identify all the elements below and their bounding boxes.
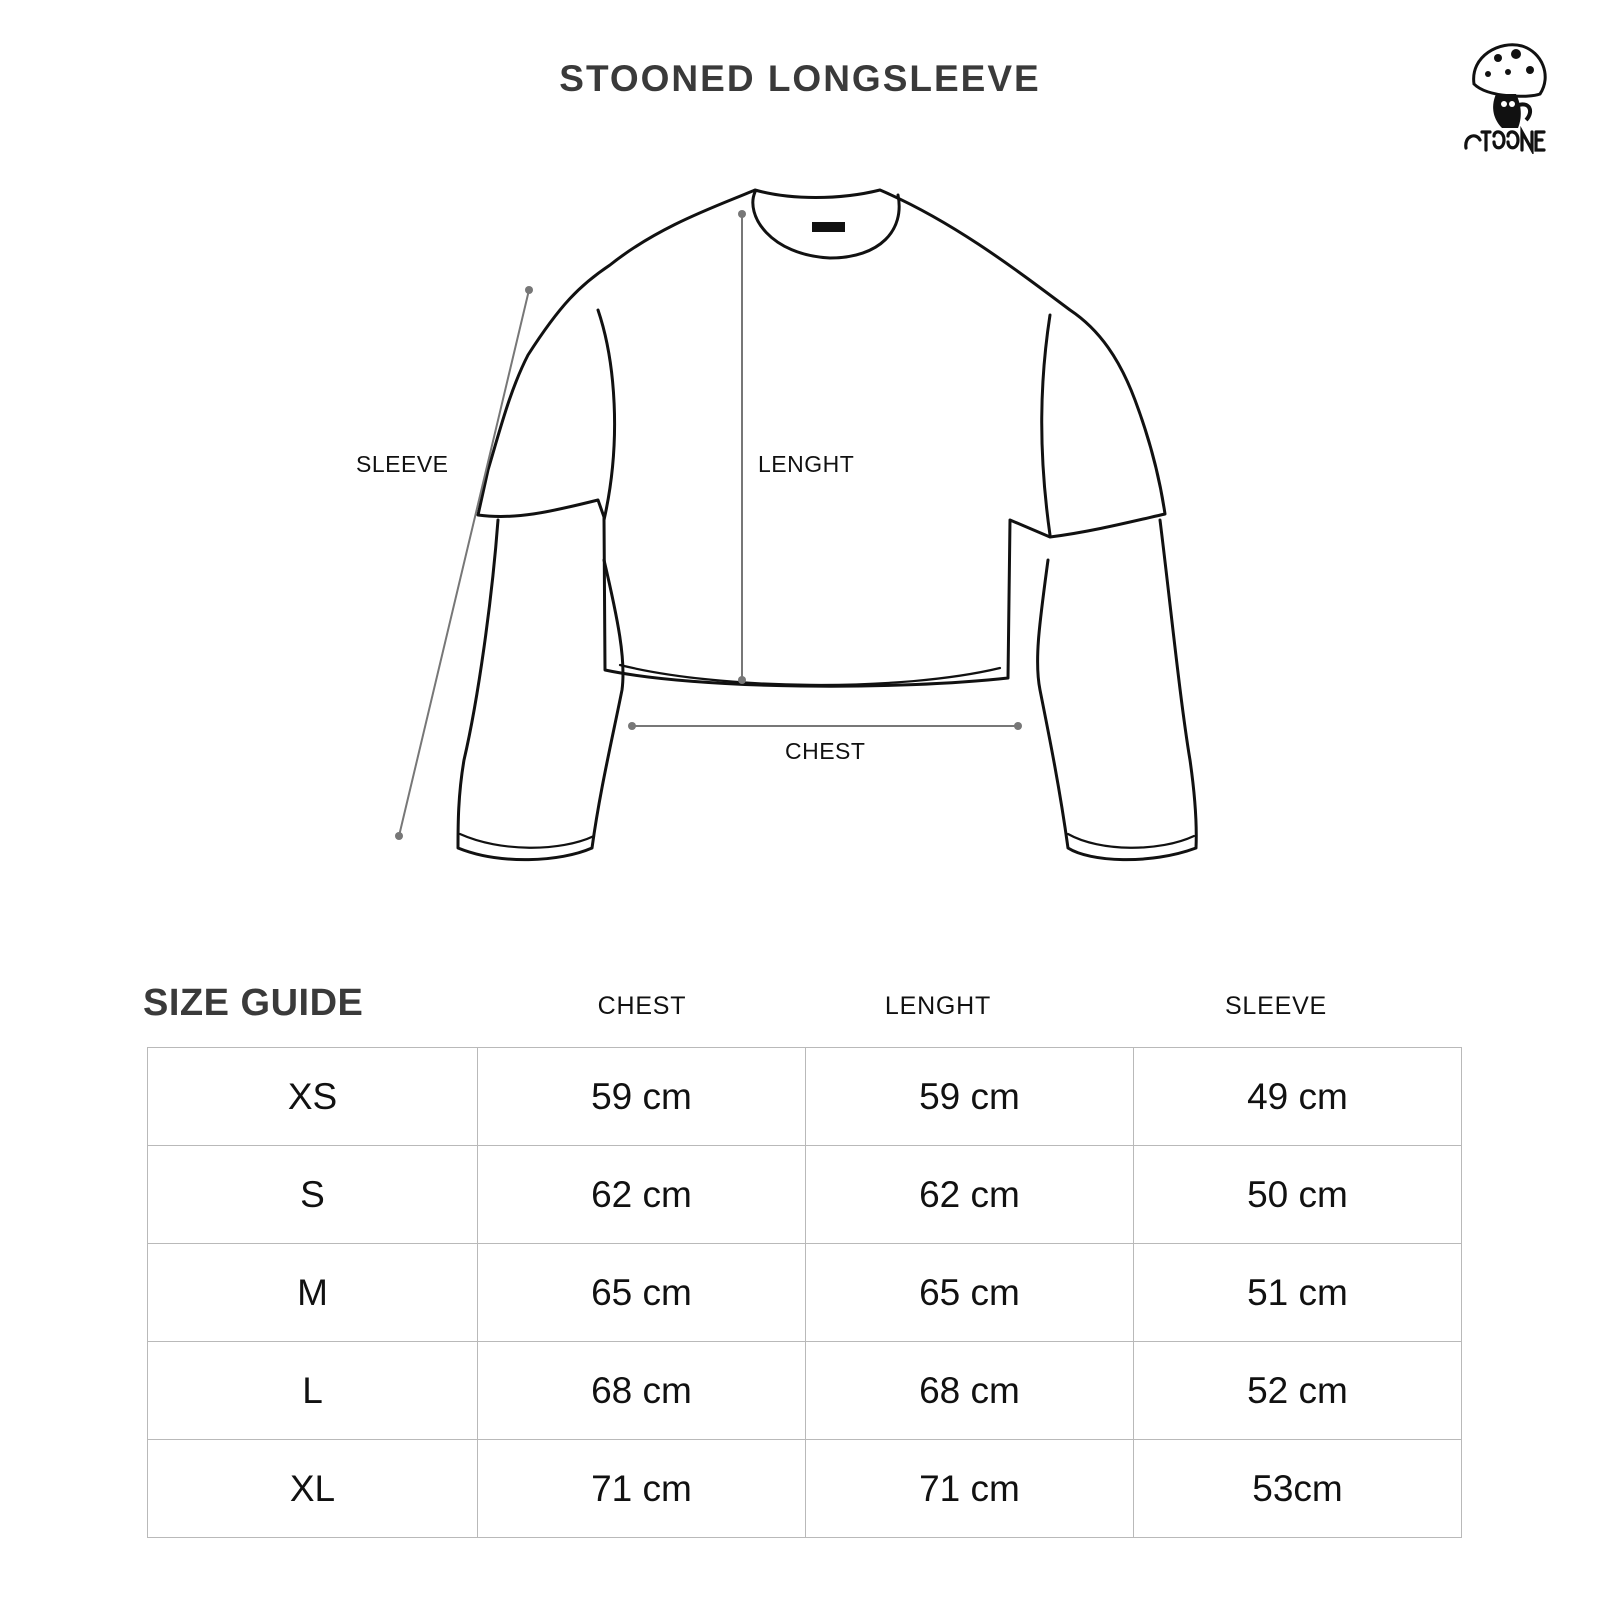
neck-label xyxy=(812,222,845,232)
sleeve-measure-label: SLEEVE xyxy=(356,451,449,477)
sleeve-cell: 52 cm xyxy=(1134,1342,1462,1440)
chest-measure-label: CHEST xyxy=(785,738,866,764)
length-cell: 62 cm xyxy=(806,1146,1134,1244)
size-table xyxy=(147,1047,1462,1538)
length-measure-label: LENGHT xyxy=(758,451,855,477)
length-cell: 65 cm xyxy=(806,1244,1134,1342)
chest-cell: 62 cm xyxy=(478,1146,806,1244)
left-long-sleeve-outline xyxy=(458,520,623,860)
table-row xyxy=(148,1146,1462,1244)
length-cell: 59 cm xyxy=(806,1048,1134,1146)
table-row xyxy=(148,1440,1462,1538)
size-guide-title: SIZE GUIDE xyxy=(143,982,364,1024)
sleeve-cell: 53cm xyxy=(1134,1440,1462,1538)
sleeve-cell: 50 cm xyxy=(1134,1146,1462,1244)
size-cell: L xyxy=(148,1342,478,1440)
column-header-sleeve: SLEEVE xyxy=(1224,992,1328,1020)
size-cell: S xyxy=(148,1146,478,1244)
table-row xyxy=(148,1244,1462,1342)
table-row xyxy=(148,1342,1462,1440)
sleeve-cell: 51 cm xyxy=(1134,1244,1462,1342)
chest-cell: 71 cm xyxy=(478,1440,806,1538)
chest-cell: 65 cm xyxy=(478,1244,806,1342)
column-header-chest: CHEST xyxy=(597,992,687,1020)
length-cell: 71 cm xyxy=(806,1440,1134,1538)
table-row xyxy=(148,1048,1462,1146)
sleeve-cell: 49 cm xyxy=(1134,1048,1462,1146)
length-cell: 68 cm xyxy=(806,1342,1134,1440)
shirt-body-outline xyxy=(478,190,1165,686)
chest-cell: 59 cm xyxy=(478,1048,806,1146)
size-cell: XS xyxy=(148,1048,478,1146)
column-header-length: LENGHT xyxy=(884,992,992,1020)
chest-cell: 68 cm xyxy=(478,1342,806,1440)
size-cell: XL xyxy=(148,1440,478,1538)
size-cell: M xyxy=(148,1244,478,1342)
page-title: STOONED LONGSLEEVE xyxy=(559,58,1041,99)
right-long-sleeve-outline xyxy=(1038,520,1197,860)
